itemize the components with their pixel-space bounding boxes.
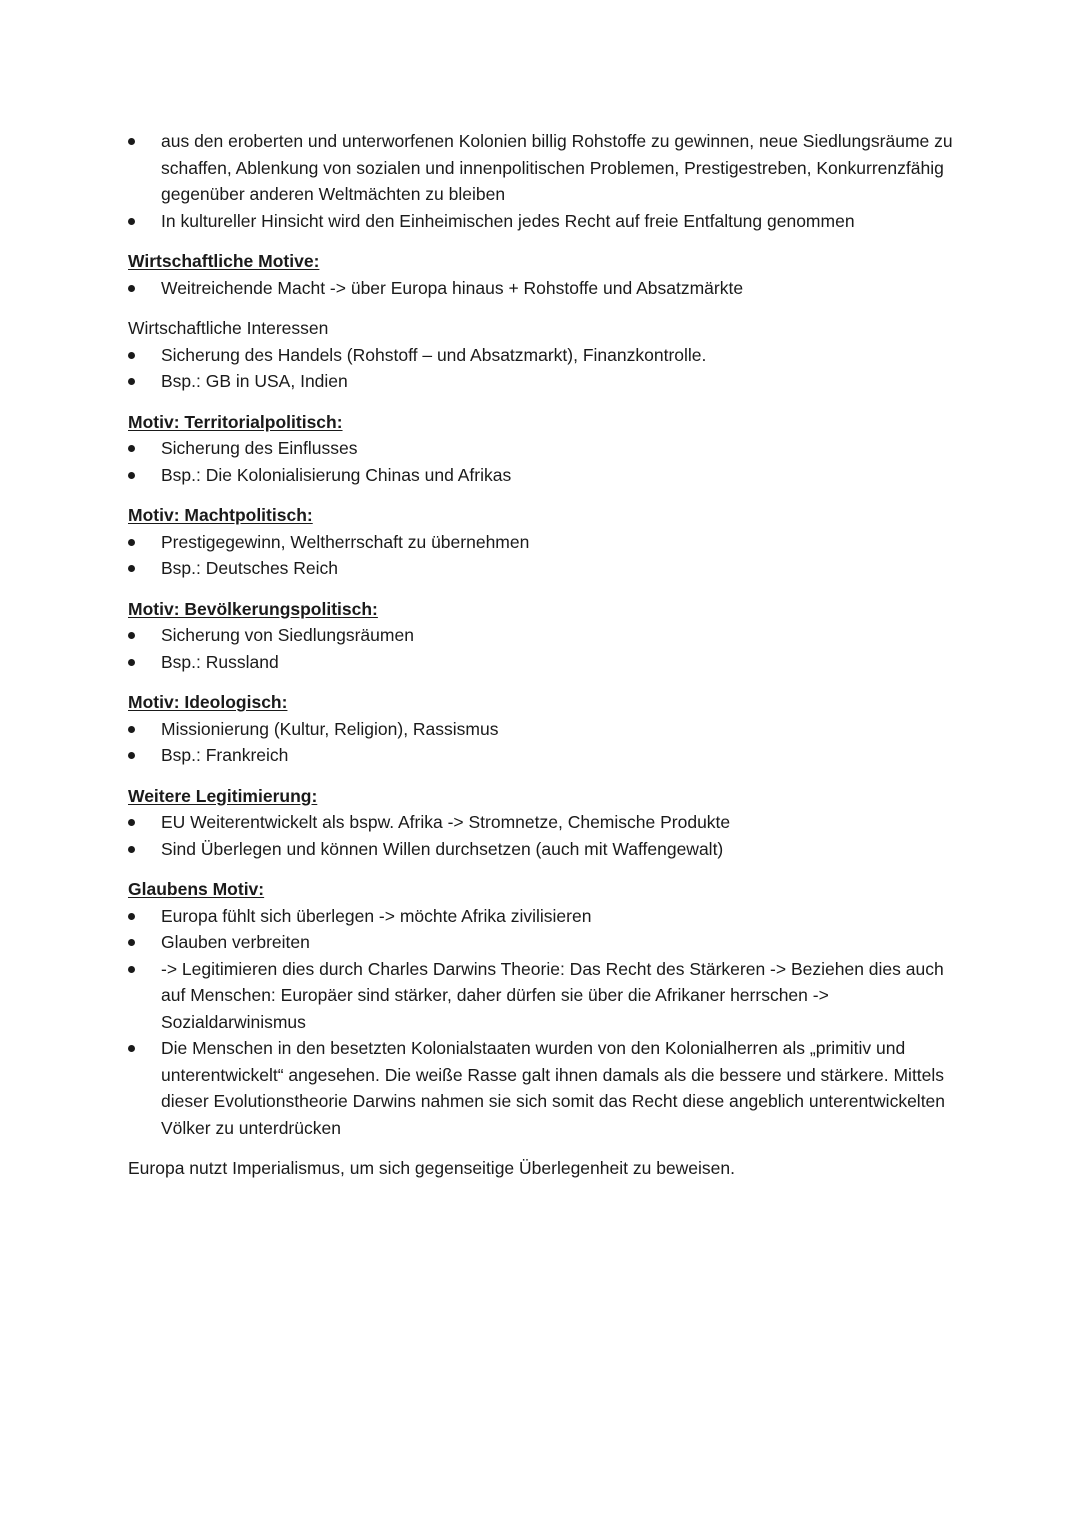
list-item: Glauben verbreiten (128, 929, 958, 956)
list-item: EU Weiterentwickelt als bspw. Afrika -> Stromnetze, Chemische Produkte (128, 809, 958, 836)
territorial-list (128, 435, 958, 488)
list-item: Europa fühlt sich überlegen -> möchte Afrika zivilisieren (128, 903, 958, 930)
ideologisch-list (128, 716, 958, 769)
bevoelkerung-list (128, 622, 958, 675)
section-heading-macht: Motiv: Machtpolitisch: (128, 505, 313, 525)
list-item: Missionierung (Kultur, Religion), Rassismus (128, 716, 958, 743)
section-heading-legitimierung: Weitere Legitimierung: (128, 785, 318, 806)
wirtschaft-list (128, 275, 958, 302)
list-item: Sicherung von Siedlungsräumen (128, 622, 958, 649)
legitimierung-list (128, 809, 958, 862)
section-heading-territorial: Motiv: Territorialpolitisch: (128, 411, 343, 432)
list-item: Prestigegewinn, Weltherrschaft zu übernehmen (128, 529, 958, 556)
intro-list (128, 128, 958, 234)
list-item: Die Menschen in den besetzten Kolonialstaaten wurden von den Kolonialherren als „primitiv und unterentwickelt“ angesehen. Die weiße Rasse galt ihnen damals als die bessere und stärkere. Mittels dieser Evolutionstheorie Darwins nahmen sie sich somit das Recht diese angeblich unterentwickelten Völker zu unterdrücken (128, 1035, 958, 1141)
glauben-list (128, 903, 958, 1142)
list-item: -> Legitimieren dies durch Charles Darwins Theorie: Das Recht des Stärkeren -> Beziehen dies auch auf Menschen: Europäer sind stärker, daher dürfen sie über die Afrikaner herrschen -> Sozialdarwinismus (128, 956, 958, 1036)
wirtschaft-interessen-list (128, 342, 958, 395)
list-item: Bsp.: Russland (128, 649, 958, 676)
conclusion-text: Europa nutzt Imperialismus, um sich gegenseitige Überlegenheit zu beweisen. (128, 1158, 735, 1178)
list-item: Bsp.: Frankreich (128, 742, 958, 769)
section-heading-bevoelkerung: Motiv: Bevölkerungspolitisch: (128, 598, 378, 619)
macht-list (128, 529, 958, 582)
list-item: Weitreichende Macht -> über Europa hinaus + Rohstoffe und Absatzmärkte (128, 275, 958, 302)
section-heading-glauben: Glaubens Motiv: (128, 879, 265, 899)
list-item: Bsp.: GB in USA, Indien (128, 368, 958, 395)
list-item: Bsp.: Die Kolonialisierung Chinas und Afrikas (128, 462, 958, 489)
section-heading-wirtschaft: Wirtschaftliche Motive: (128, 251, 320, 271)
list-item: Sicherung des Handels (Rohstoff – und Absatzmarkt), Finanzkontrolle. (128, 342, 958, 369)
list-item: Bsp.: Deutsches Reich (128, 555, 958, 582)
section-heading-ideologisch: Motiv: Ideologisch: (128, 692, 288, 712)
list-item: In kultureller Hinsicht wird den Einheimischen jedes Recht auf freie Entfaltung genommen (128, 208, 958, 235)
subheading-wirtschaft-interessen: Wirtschaftliche Interessen (128, 318, 329, 338)
list-item: Sicherung des Einflusses (128, 435, 958, 462)
document-content (128, 128, 958, 1182)
list-item: Sind Überlegen und können Willen durchsetzen (auch mit Waffengewalt) (128, 836, 958, 863)
list-item: aus den eroberten und unterworfenen Kolonien billig Rohstoffe zu gewinnen, neue Siedlungsräume zu schaffen, Ablenkung von sozialen und innenpolitischen Problemen, Prestigestreben, Konkurrenzfähig gegenüber anderen Weltmächten zu bleiben (128, 128, 958, 208)
